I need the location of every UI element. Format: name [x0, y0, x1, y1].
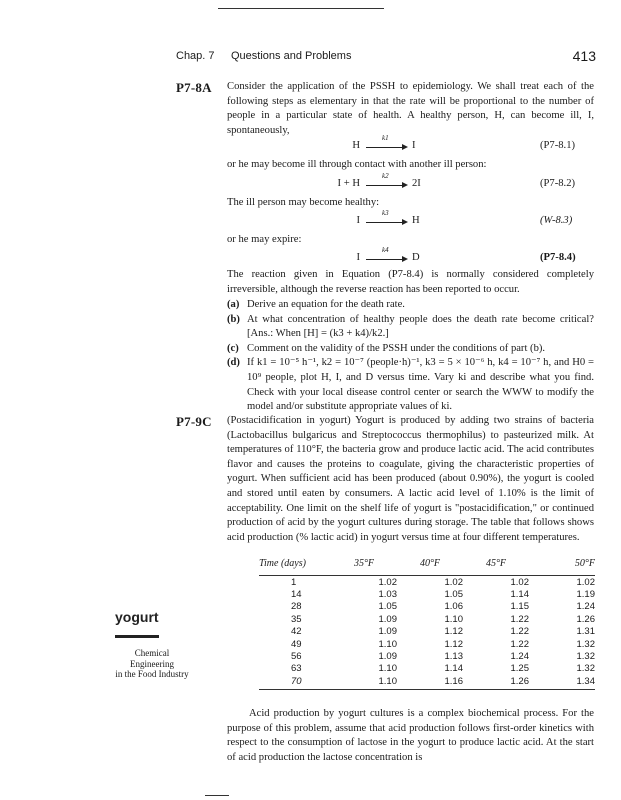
acid-production-table — [259, 555, 595, 688]
acid-value-cell: 1.10 — [378, 663, 397, 675]
sidebar-caption — [112, 648, 192, 680]
table-header-row — [259, 555, 595, 576]
time-cell: 14 — [291, 589, 302, 601]
time-cell: 42 — [291, 626, 302, 638]
equation-p7-8-2 — [290, 172, 590, 194]
acid-value-cell: 1.12 — [444, 626, 463, 638]
table-row — [259, 638, 595, 650]
acid-value-cell: 1.10 — [378, 675, 397, 687]
eq1-rate-constant: k1 — [382, 134, 389, 142]
reaction-arrow — [366, 147, 406, 148]
eq1-tag: (P7-8.1) — [540, 140, 576, 151]
eq3-lhs: I — [356, 215, 360, 226]
bottom-rule — [205, 795, 229, 796]
acid-value-cell: 1.12 — [444, 638, 463, 650]
acid-value-cell: 1.26 — [576, 613, 595, 625]
table-row — [259, 601, 595, 613]
acid-value-cell: 1.26 — [510, 675, 529, 687]
acid-value-cell: 1.32 — [576, 651, 595, 663]
eq4-lhs: I — [356, 252, 360, 263]
problem-p7-8-parts — [227, 298, 594, 415]
eq3-rate-constant: k3 — [382, 209, 389, 217]
acid-value-cell: 1.09 — [378, 626, 397, 638]
eq3-rhs: H — [412, 215, 420, 226]
acid-value-cell: 1.25 — [510, 663, 529, 675]
column-header: 40°F — [397, 555, 463, 576]
part-text: Derive an equation for the death rate. — [247, 299, 405, 310]
time-cell: 1 — [291, 576, 297, 588]
part-label: (a) — [227, 299, 240, 310]
list-item — [227, 342, 594, 357]
acid-value-cell: 1.22 — [510, 638, 529, 650]
part-label: (b) — [227, 313, 240, 325]
acid-value-cell: 1.34 — [576, 675, 595, 687]
acid-value-cell: 1.10 — [378, 638, 397, 650]
reaction-arrow — [366, 222, 406, 223]
logo-underline — [115, 635, 159, 638]
acid-value-cell: 1.31 — [576, 626, 595, 638]
equation-p7-8-3 — [290, 209, 590, 231]
table-row — [259, 650, 595, 662]
eq4-rhs: D — [412, 252, 420, 263]
eq1-rhs: I — [412, 140, 416, 151]
acid-value-cell: 1.32 — [576, 638, 595, 650]
page-header — [176, 50, 596, 66]
acid-value-cell: 1.15 — [510, 601, 529, 613]
acid-value-cell: 1.10 — [444, 613, 463, 625]
acid-value-cell: 1.16 — [444, 675, 463, 687]
problem-label-p7-8: P7-8A — [176, 80, 212, 95]
caption-line-1: Chemical Engineering — [130, 648, 174, 669]
section-title: Questions and Problems — [231, 50, 352, 62]
problem-p7-8-text-5: The reaction given in Equation (P7-8.4) is normally considered completely irreversible, although the reverse reaction has been reported to occur. — [227, 269, 594, 295]
time-cell: 70 — [291, 675, 302, 687]
column-header: 45°F — [463, 555, 529, 576]
eq2-lhs: I + H — [337, 178, 360, 189]
reaction-arrow — [366, 259, 406, 260]
acid-value-cell: 1.22 — [510, 626, 529, 638]
acid-value-cell: 1.09 — [378, 651, 397, 663]
table-row — [259, 675, 595, 687]
part-label: (d) — [227, 357, 240, 369]
acid-value-cell: 1.14 — [444, 663, 463, 675]
caption-line-2: in the Food Industry — [115, 669, 189, 679]
acid-value-cell: 1.02 — [444, 576, 463, 588]
acid-value-cell: 1.05 — [378, 601, 397, 613]
problem-p7-8-text-2: or he may become ill through contact with another ill person: — [227, 159, 487, 170]
time-cell: 49 — [291, 638, 302, 650]
eq2-tag: (P7-8.2) — [540, 178, 576, 189]
problem-p7-8-text-3: The ill person may become healthy: — [227, 197, 380, 208]
list-item — [227, 313, 594, 342]
acid-value-cell: 1.03 — [378, 589, 397, 601]
list-item — [227, 298, 594, 313]
equation-p7-8-4 — [290, 246, 590, 268]
part-text: If k1 = 10⁻⁵ h⁻¹, k2 = 10⁻⁷ (people·h)⁻¹, k3 = 5 × 10⁻⁶ h, k4 = 10⁻⁷ h, and H0 = 10⁹ people, plot H, I, and D versus time. Vary ki and describe what you find. Check with your local disease control center or search the WWW to modify the model and/or substitute appropriate values of ki. — [247, 357, 594, 413]
problem-p7-8-text-4: or he may expire: — [227, 234, 302, 245]
closing-paragraph: Acid production by yogurt cultures is a complex biochemical process. For the purpose of this problem, assume that acid production follows first-order kinetics with respect to the consumption of lactose in the yogurt to produce lactic acid. At the start of acid production the lactose concentration is — [227, 708, 594, 763]
yogurt-logo: yogurt — [115, 609, 159, 625]
problem-p7-8-intro: Consider the application of the PSSH to epidemiology. We shall treat each of the following steps as elementary in that the rate will be proportional to the number of people in a particular state of health. A healthy person, H, can become ill, I, spontaneously, — [227, 81, 594, 136]
reaction-arrow — [366, 185, 406, 186]
eq4-rate-constant: k4 — [382, 246, 389, 254]
page-number: 413 — [572, 48, 596, 64]
part-text: Comment on the validity of the PSSH under the conditions of part (b). — [247, 342, 546, 354]
acid-value-cell: 1.14 — [510, 589, 529, 601]
table-row — [259, 576, 595, 589]
column-header: 35°F — [331, 555, 397, 576]
acid-value-cell: 1.09 — [378, 613, 397, 625]
acid-value-cell: 1.02 — [510, 576, 529, 588]
eq3-tag: (W-8.3) — [540, 215, 573, 226]
eq2-rate-constant: k2 — [382, 172, 389, 180]
eq1-lhs: H — [352, 140, 360, 151]
acid-value-cell: 1.02 — [576, 576, 595, 588]
acid-value-cell: 1.19 — [576, 589, 595, 601]
acid-value-cell: 1.02 — [378, 576, 397, 588]
top-rule — [218, 8, 384, 9]
table-row — [259, 613, 595, 625]
time-cell: 63 — [291, 663, 302, 675]
acid-value-cell: 1.22 — [510, 613, 529, 625]
time-cell: 28 — [291, 601, 302, 613]
acid-value-cell: 1.06 — [444, 601, 463, 613]
eq4-tag: (P7-8.4) — [540, 252, 576, 263]
table-row — [259, 588, 595, 600]
problem-p7-9-text: (Postacidification in yogurt) Yogurt is produced by adding two strains of bacteria (Lactobacillus bulgaricus and Streptococcus thermophilus) to pasteurized milk. At temperatures of 110°F, the bacteria grow and produce lactic acid. The acid contributes flavor and causes the proteins to coagulate, giving the characteristic properties of yogurt. When sufficient acid has been produced (about 0.90%), the yogurt is cooled and stored until eaten by consumers. A lactic acid level of 1.10% is the limit of acceptability. One limit on the shelf life of yogurt is "postacidification," or continued production of acid by the yogurt cultures during storage. The table that follows shows acid production (% lactic acid) in yogurt versus time at four different temperatures. — [227, 415, 594, 543]
part-text: At what concentration of healthy people does the death rate become critical? [Ans.: When [H] = (k3 + k4)/k2.] — [247, 313, 594, 340]
table-row — [259, 663, 595, 675]
time-cell: 35 — [291, 613, 302, 625]
acid-value-cell: 1.24 — [576, 601, 595, 613]
column-header: 50°F — [529, 555, 595, 576]
time-cell: 56 — [291, 651, 302, 663]
acid-value-cell: 1.13 — [444, 651, 463, 663]
acid-value-cell: 1.32 — [576, 663, 595, 675]
list-item — [227, 356, 594, 414]
column-header: Time (days) — [259, 555, 331, 576]
equation-p7-8-1 — [290, 134, 590, 156]
acid-value-cell: 1.05 — [444, 589, 463, 601]
eq2-rhs: 2I — [412, 178, 421, 189]
table-row — [259, 626, 595, 638]
part-label: (c) — [227, 342, 239, 354]
problem-label-p7-9: P7-9C — [176, 414, 212, 429]
acid-value-cell: 1.24 — [510, 651, 529, 663]
table-bottom-rule — [259, 689, 595, 690]
chapter-label: Chap. 7 — [176, 50, 215, 62]
